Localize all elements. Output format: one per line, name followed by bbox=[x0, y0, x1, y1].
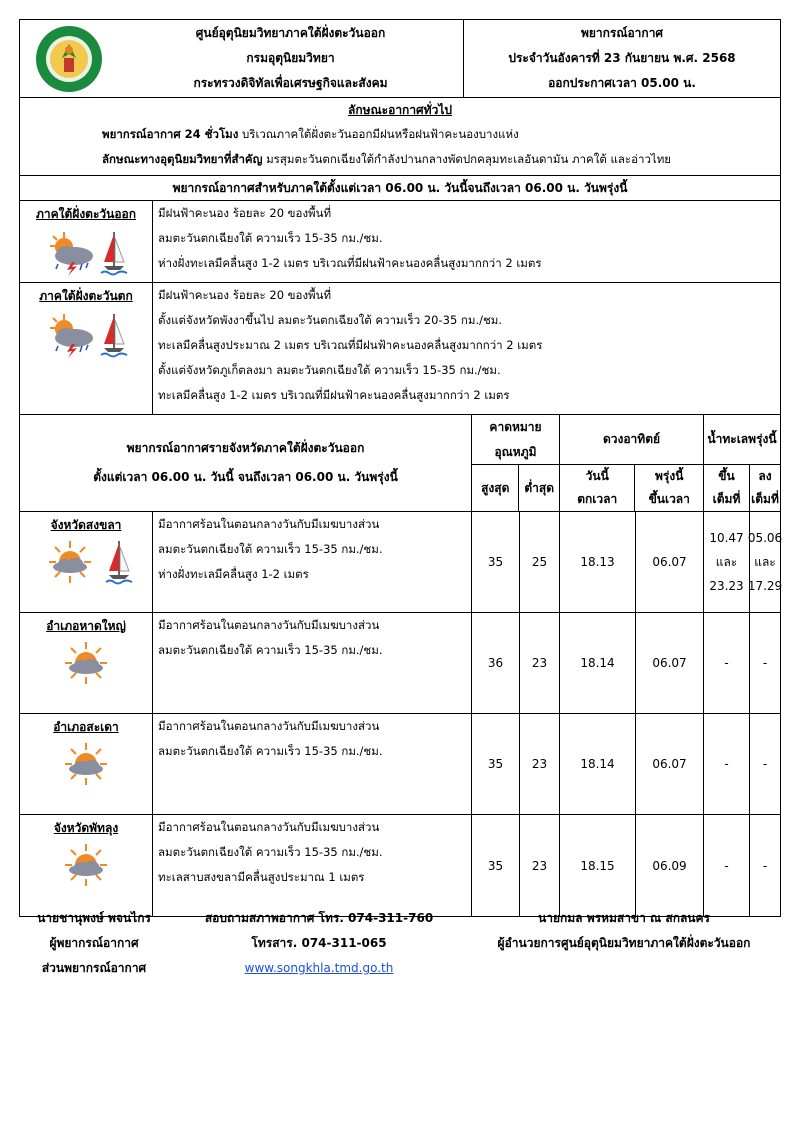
temp-head-1: คาดหมาย bbox=[489, 419, 542, 434]
low-tide bbox=[750, 815, 780, 916]
region-name: ภาคใต้ฝั่งตะวันออก bbox=[35, 207, 137, 221]
province-row bbox=[20, 815, 780, 916]
organization-block bbox=[118, 20, 463, 97]
province-line: มีอากาศร้อนในตอนกลางวันกับมีเมฆบางส่วน bbox=[158, 618, 380, 632]
temp-low: 23 bbox=[520, 714, 560, 814]
high-tide-value: - bbox=[724, 757, 729, 771]
low-tide-value: - bbox=[762, 656, 768, 670]
province-row bbox=[20, 613, 780, 714]
high-tide-value: - bbox=[724, 656, 729, 670]
contact-fax: โทรสาร. 074-311-065 bbox=[251, 936, 387, 950]
contact-block bbox=[204, 906, 434, 981]
province-line: ลมตะวันตกเฉียงใต้ ความเร็ว 15-35 กม./ชม. bbox=[158, 542, 383, 556]
org-line-3: กระทรวงดิจิทัลเพื่อเศรษฐกิจและสังคม bbox=[193, 76, 388, 90]
sunrise-time: 06.09 bbox=[636, 815, 704, 916]
region-line: ตั้งแต่จังหวัดภูเก็ตลงมา ลมตะวันตกเฉียงใต้ ความเร็ว 15-35 กม./ชม. bbox=[158, 363, 501, 377]
province-line: มีอากาศร้อนในตอนกลางวันกับมีเมฆบางส่วน bbox=[158, 719, 380, 733]
forecast-24h bbox=[20, 126, 780, 144]
meteo-label: ลักษณะทางอุตุนิยมวิทยาที่สำคัญ bbox=[102, 152, 263, 166]
col-sunrise bbox=[635, 465, 703, 511]
province-table-title bbox=[20, 415, 472, 511]
province-line: มีอากาศร้อนในตอนกลางวันกับมีเมฆบางส่วน bbox=[158, 517, 380, 531]
temp-high: 36 bbox=[472, 613, 520, 713]
low-tide-value: และ bbox=[754, 555, 776, 569]
province-desc bbox=[153, 714, 472, 814]
org-line-2: กรมอุตุนิยมวิทยา bbox=[246, 51, 335, 65]
province-row bbox=[20, 512, 783, 613]
forecast-24h-label: พยากรณ์อากาศ 24 ชั่วโมง bbox=[102, 127, 239, 141]
region-desc bbox=[153, 201, 780, 282]
col-sunset-l1: วันนี้ bbox=[585, 469, 609, 483]
province-line: ลมตะวันตกเฉียงใต้ ความเร็ว 15-35 กม./ชม. bbox=[158, 643, 383, 657]
tide-head: น้ำทะเลพรุ่งนี้ bbox=[707, 432, 777, 446]
director-role: ผู้อำนวยการศูนย์อุตุนิยมวิทยาภาคใต้ฝั่งตะวันออก bbox=[497, 936, 751, 950]
high-tide bbox=[704, 714, 750, 814]
col-high-tide-l2: เต็มที่ bbox=[712, 492, 741, 506]
region-line: ทะเลมีคลื่นสูง 1-2 เมตร บริเวณที่มีฝนฟ้าคะนองคลื่นสูงมากกว่า 2 เมตร bbox=[158, 388, 510, 402]
low-tide-value: - bbox=[762, 858, 768, 873]
province-table-header bbox=[20, 415, 780, 512]
forecaster-block bbox=[29, 906, 159, 981]
province-title-2: ตั้งแต่เวลา 06.00 น. วันนี้ จนถึงเวลา 06.00 น. วันพรุ่งนี้ bbox=[93, 470, 398, 484]
temp-head-2: อุณหภูมิ bbox=[494, 444, 537, 459]
province-name: จังหวัดสงขลา bbox=[50, 518, 122, 532]
partly-cloudy-icon bbox=[55, 842, 117, 888]
forecast-sheet bbox=[19, 19, 781, 917]
region-line: ตั้งแต่จังหวัดพังงาขึ้นไป ลมตะวันตกเฉียงใต้ ความเร็ว 20-35 กม./ชม. bbox=[158, 313, 503, 327]
province-line: ห่างฝั่งทะเลมีคลื่นสูง 1-2 เมตร bbox=[158, 567, 309, 581]
high-tide-value: 10.47 bbox=[709, 531, 744, 545]
sun-group bbox=[560, 415, 704, 511]
sunrise-time: 06.07 bbox=[636, 613, 704, 713]
period-title: พยากรณ์อากาศสำหรับภาคใต้ตั้งแต่เวลา 06.00 น. วันนี้จนถึงเวลา 06.00 น. วันพรุ่งนี้ bbox=[20, 176, 780, 201]
director-name: นายกมล พรหมสาขา ณ สกลนคร bbox=[538, 911, 710, 925]
province-line: มีอากาศร้อนในตอนกลางวันกับมีเมฆบางส่วน bbox=[158, 820, 380, 834]
general-weather bbox=[20, 98, 780, 176]
sunset-time: 18.14 bbox=[560, 613, 636, 713]
forecast-title: พยากรณ์อากาศ bbox=[580, 26, 664, 40]
col-lo: ต่ำสุด bbox=[524, 480, 555, 495]
sailboat-icon bbox=[105, 539, 133, 585]
tmd-logo-icon bbox=[30, 24, 108, 94]
col-hi: สูงสุด bbox=[472, 465, 519, 511]
region-east bbox=[20, 201, 780, 283]
sunrise-time: 06.07 bbox=[636, 714, 704, 814]
high-tide bbox=[704, 815, 750, 916]
sun-head: ดวงอาทิตย์ bbox=[602, 432, 661, 446]
partly-cloudy-icon bbox=[39, 539, 101, 585]
region-west bbox=[20, 283, 780, 415]
low-tide bbox=[750, 613, 780, 713]
director-block bbox=[464, 906, 784, 956]
province-desc bbox=[153, 512, 472, 612]
temp-low: 23 bbox=[520, 613, 560, 713]
thunderstorm-icon bbox=[44, 312, 96, 358]
website-link[interactable]: www.songkhla.tmd.go.th bbox=[244, 961, 394, 975]
meteo-text: มรสุมตะวันตกเฉียงใต้กำลังปานกลางพัดปกคลุมทะเลอันดามัน ภาคใต้ และอ่าวไทย bbox=[262, 152, 672, 166]
forecaster-role: ผู้พยากรณ์อากาศ bbox=[49, 936, 139, 950]
header-row bbox=[20, 20, 780, 98]
low-tide bbox=[747, 512, 783, 612]
col-low-tide-l1: ลง bbox=[758, 469, 772, 483]
region-line: มีฝนฟ้าคะนอง ร้อยละ 20 ของพื้นที่ bbox=[158, 288, 332, 302]
province-desc bbox=[153, 613, 472, 713]
org-line-1: ศูนย์อุตุนิยมวิทยาภาคใต้ฝั่งตะวันออก bbox=[195, 26, 386, 40]
temp-group bbox=[472, 415, 560, 511]
province-icons bbox=[55, 640, 117, 686]
region-icons bbox=[44, 230, 128, 276]
col-sunrise-l2: ขึ้นเวลา bbox=[648, 492, 690, 506]
low-tide bbox=[750, 714, 780, 814]
forecast-info-block bbox=[463, 20, 780, 97]
low-tide-value: 05.06 bbox=[747, 531, 783, 545]
partly-cloudy-icon bbox=[55, 640, 117, 686]
tide-group bbox=[704, 415, 780, 511]
col-sunset bbox=[560, 465, 635, 511]
high-tide bbox=[704, 512, 750, 612]
province-desc bbox=[153, 815, 472, 916]
province-name: จังหวัดพัทลุง bbox=[53, 821, 119, 835]
province-icons bbox=[55, 842, 117, 888]
col-high-tide-l1: ขึ้น bbox=[718, 469, 735, 483]
col-sunset-l2: ตกเวลา bbox=[577, 492, 618, 506]
temp-low: 23 bbox=[520, 815, 560, 916]
temp-high: 35 bbox=[472, 815, 520, 916]
forecaster-name: นายชานุพงษ์ พจนไกร bbox=[37, 911, 151, 925]
region-line: ทะเลมีคลื่นสูงประมาณ 2 เมตร บริเวณที่มีฝนฟ้าคะนองคลื่นสูงมากกว่า 2 เมตร bbox=[158, 338, 543, 352]
province-name: อำเภอสะเดา bbox=[53, 720, 119, 734]
low-tide-value: - bbox=[762, 757, 768, 771]
thunderstorm-icon bbox=[44, 230, 96, 276]
high-tide bbox=[704, 613, 750, 713]
low-tide-value: 17.29 bbox=[747, 579, 783, 593]
province-rows bbox=[20, 512, 783, 916]
forecast-date: ประจำวันอังคารที่ 23 กันยายน พ.ศ. 2568 bbox=[508, 51, 736, 65]
province-title-1: พยากรณ์อากาศรายจังหวัดภาคใต้ฝั่งตะวันออก bbox=[126, 441, 365, 455]
region-line: ห่างฝั่งทะเลมีคลื่นสูง 1-2 เมตร บริเวณที่มีฝนฟ้าคะนองคลื่นสูงมากกว่า 2 เมตร bbox=[158, 256, 542, 270]
partly-cloudy-icon bbox=[55, 741, 117, 787]
province-icons bbox=[55, 741, 117, 787]
province-row bbox=[20, 714, 780, 815]
forecaster-unit: ส่วนพยากรณ์อากาศ bbox=[41, 961, 147, 975]
sunset-time: 18.13 bbox=[560, 512, 636, 612]
col-low-tide-l2: เต็มที่ bbox=[751, 492, 779, 506]
col-high-tide bbox=[704, 465, 750, 511]
province-line: ลมตะวันตกเฉียงใต้ ความเร็ว 15-35 กม./ชม. bbox=[158, 744, 383, 758]
region-line: มีฝนฟ้าคะนอง ร้อยละ 20 ของพื้นที่ bbox=[158, 206, 332, 220]
sailboat-icon bbox=[100, 312, 128, 358]
temp-high: 35 bbox=[472, 512, 520, 612]
meteo-feature bbox=[20, 151, 780, 169]
high-tide-value: - bbox=[724, 858, 729, 873]
col-low-tide bbox=[750, 465, 780, 511]
high-tide-value: 23.23 bbox=[709, 579, 744, 593]
high-tide-value: และ bbox=[715, 555, 738, 569]
province-name: อำเภอหาดใหญ่ bbox=[46, 619, 126, 633]
general-title: ลักษณะอากาศทั่วไป bbox=[348, 103, 452, 117]
temp-high: 35 bbox=[472, 714, 520, 814]
col-sunrise-l1: พรุ่งนี้ bbox=[655, 469, 684, 483]
region-name: ภาคใต้ฝั่งตะวันตก bbox=[39, 289, 133, 303]
sunset-time: 18.14 bbox=[560, 714, 636, 814]
sunrise-time: 06.07 bbox=[636, 512, 704, 612]
tmd-logo bbox=[20, 20, 118, 97]
temp-low: 25 bbox=[520, 512, 560, 612]
province-line: ทะเลสาบสงขลามีคลื่นสูงประมาณ 1 เมตร bbox=[158, 870, 365, 884]
sunset-time: 18.15 bbox=[560, 815, 636, 916]
region-line: ลมตะวันตกเฉียงใต้ ความเร็ว 15-35 กม./ชม. bbox=[158, 231, 383, 245]
province-icons bbox=[39, 539, 133, 585]
issue-time: ออกประกาศเวลา 05.00 น. bbox=[548, 76, 696, 90]
region-icons bbox=[44, 312, 128, 358]
province-line: ลมตะวันตกเฉียงใต้ ความเร็ว 15-35 กม./ชม. bbox=[158, 845, 383, 859]
region-desc bbox=[153, 283, 780, 414]
sailboat-icon bbox=[100, 230, 128, 276]
contact-phone: สอบถามสภาพอากาศ โทร. 074-311-760 bbox=[204, 911, 434, 925]
forecast-24h-text: บริเวณภาคใต้ฝั่งตะวันออกมีฝนหรือฝนฟ้าคะนองบางแห่ง bbox=[238, 127, 519, 141]
